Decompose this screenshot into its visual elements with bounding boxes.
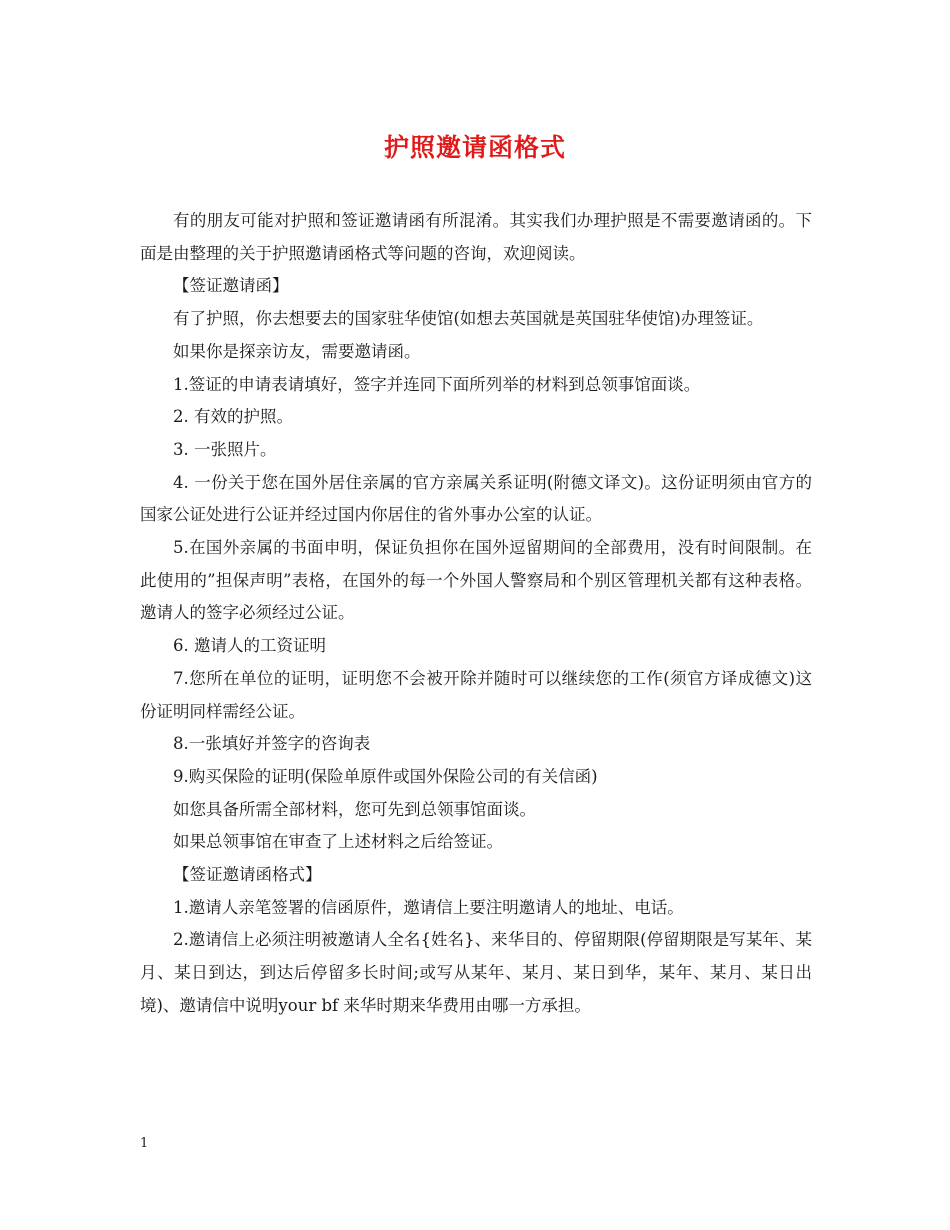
list-item: 2. 有效的护照。 (173, 407, 293, 427)
paragraph-intro: 有的朋友可能对护照和签证邀请函有所混淆。其实我们办理护照是不需要邀请函的。下面是由整理的关于护照邀请函格式等问题的咨询，欢迎阅读。 (140, 211, 812, 263)
list-item: 1.邀请人亲笔签署的信函原件，邀请信上要注明邀请人的地址、电话。 (173, 897, 684, 917)
section-heading-invitation-format: 【签证邀请函格式】 (173, 865, 322, 885)
paragraph: 如果总领事馆在审查了上述材料之后给签证。 (173, 832, 503, 852)
list-item: 5.在国外亲属的书面申明，保证负担你在国外逗留期间的全部费用，没有时间限制。在此使用的”担保声明”表格，在国外的每一个外国人警察局和个别区管理机关都有这种表格。邀请人的签字必须经过公证。 (140, 538, 812, 623)
list-item: 2.邀请信上必须注明被邀请人全名{姓名}、来华目的、停留期限(停留期限是写某年、某月、某日到达，到达后停留多长时间;或写从某年、某月、某日到华，某年、某月、某日出境)、邀请信中说明your bf 来华时期来华费用由哪一方承担。 (140, 930, 812, 1015)
list-item: 3. 一张照片。 (173, 439, 277, 459)
document-body (140, 205, 812, 1023)
list-item: 7.您所在单位的证明，证明您不会被开除并随时可以继续您的工作(须官方译成德文)这份证明同样需经公证。 (140, 668, 812, 721)
document-title: 护照邀请函格式 (383, 133, 566, 162)
list-item: 1.签证的申请表请填好，签字并连同下面所列举的材料到总领事馆面谈。 (173, 374, 701, 394)
paragraph: 如果你是探亲访友，需要邀请函。 (173, 341, 421, 361)
paragraph: 有了护照，你去想要去的国家驻华使馆(如想去英国就是英国驻华使馆)办理签证。 (173, 309, 764, 329)
list-item: 8.一张填好并签字的咨询表 (173, 734, 371, 754)
page-number: 1 (140, 1136, 149, 1151)
paragraph: 如您具备所需全部材料，您可先到总领事馆面谈。 (173, 799, 536, 819)
list-item: 4. 一份关于您在国外居住亲属的官方亲属关系证明(附德文译文)。这份证明须由官方的国家公证处进行公证并经过国内你居住的省外事办公室的认证。 (140, 472, 812, 525)
list-item: 6. 邀请人的工资证明 (173, 636, 326, 656)
list-item: 9.购买保险的证明(保险单原件或国外保险公司的有关信函) (173, 766, 598, 786)
section-heading-visa-invitation: 【签证邀请函】 (173, 276, 289, 296)
